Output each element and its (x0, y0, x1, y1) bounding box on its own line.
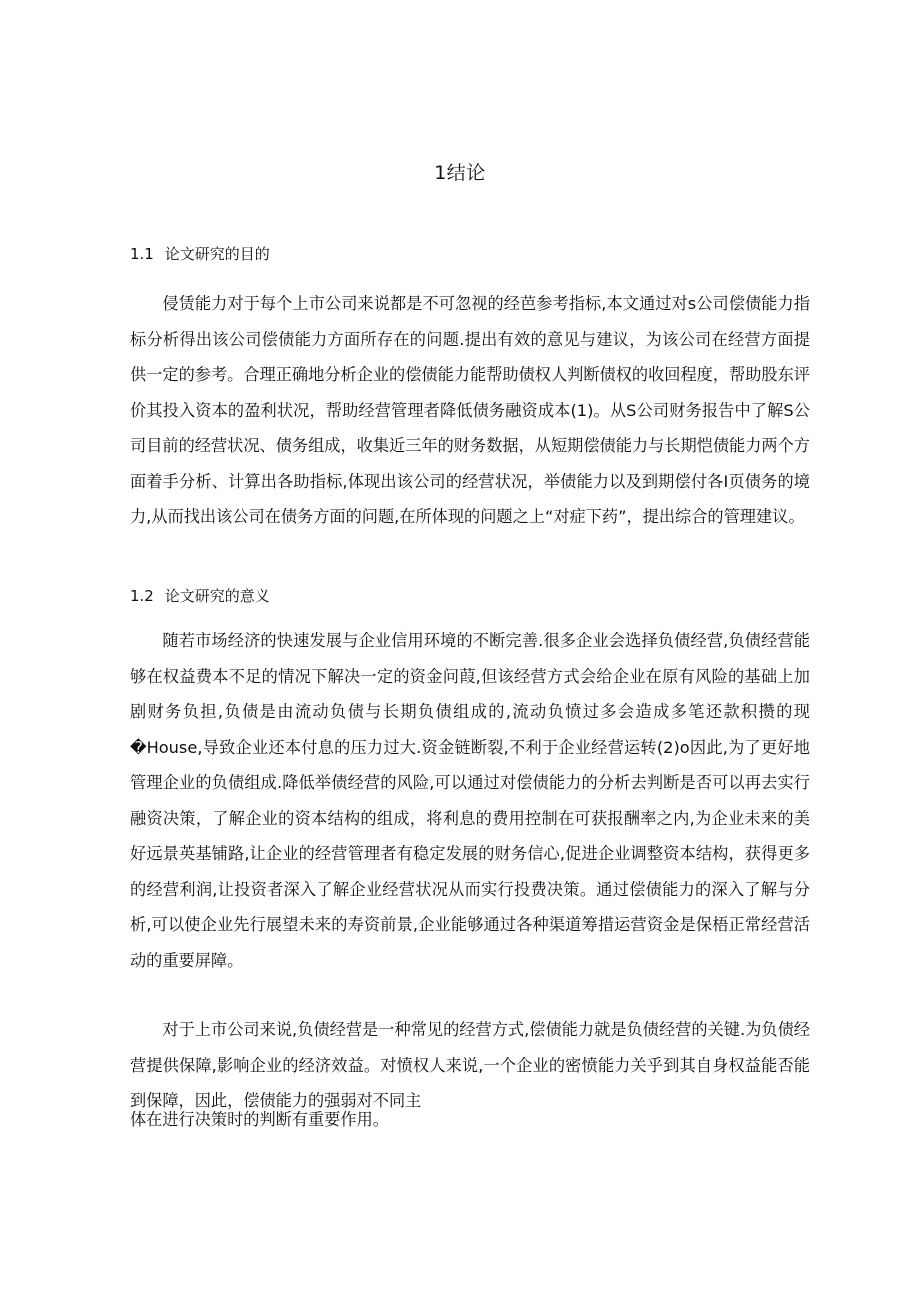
paragraph-trailing-line: 体在进行决策时的判断有重要作用。 (130, 1110, 389, 1129)
chapter-title: 1结论 (434, 162, 486, 184)
paragraph-significance-1: 随若市场经济的快速发展与企业信用环境的不断完善.很多企业会选择负债经营,负债经营能够在权益费本不足的情况下解决一定的资金问葭,但该经营方式会给企业在原有风险的基础上加剧财务负担,负债是由流动负债与长期负债组成的,流动负愤过多会造成多笔还款积攒的现�House,导致企业还本付息的压力过大.资金链断裂,不利于企业经营运转(2)o因此,为了更好地管理企业的负债组成.降低举债经营的风险,可以通过对偿债能力的分析去判断是否可以再去实行融资决策，了解企业的资本结构的组成，将利息的费用控制在可获报酬率之内,为企业未来的美好远景英基铺路,让企业的经营管理者有稳定发展的财务信心,促进企业调整资本结构，获得更多的经营利润,让投资者深入了解企业经营状况从而实行投费决策。通过偿债能力的深入了解与分析,可以使企业先行展望未来的寿资前景,企业能够通过各种渠道筹措运营资金是保梧正常经营活动的重要屏障。 (130, 631, 810, 970)
paragraph-purpose: 侵赁能力对于每个上市公司来说都是不可忽视的经芭参考指标,本文通过对s公司偿债能力指标分析得出该公司偿债能力方面所存在的问题.提出有效的意见与建议，为该公司在经营方面提供一定的参考。合理正确地分析企业的偿债能力能帮助债权人判断债权的收回程度，帮助股东评价其投入资本的盈利状况，帮助经营管理者降低债务融资成本(1)。从S公司财务报告中了解S公司目前的经营状况、债务组成，收集近三年的财务数据，从短期偿债能力与长期恺债能力两个方面着手分析、计算出各助指标,体现出该公司的经营状况，举债能力以及到期偿付各I页债务的境力,从而找出该公司在债务方面的问题,在所体现的问题之上“对症下药”，提出综合的管理建议。 (130, 294, 810, 526)
paragraph-significance-2: 对于上市公司来说,负债经营是一种常见的经营方式,偿债能力就是负债经营的关键.为负债经营提供保障,影响企业的经济效益。对愤权人来说,一个企业的密愤能力关乎到其自身权益能否能到保障，因此，偿债能力的强弱对不同主 (130, 1020, 810, 1110)
section-number: 1.1 (130, 245, 154, 263)
section-heading-1-1 (130, 243, 270, 264)
section-heading-1-2 (130, 585, 270, 606)
section-title: 论文研究的目的 (164, 245, 270, 263)
section-title: 论文研究的意义 (164, 587, 270, 605)
section-number: 1.2 (130, 587, 154, 605)
